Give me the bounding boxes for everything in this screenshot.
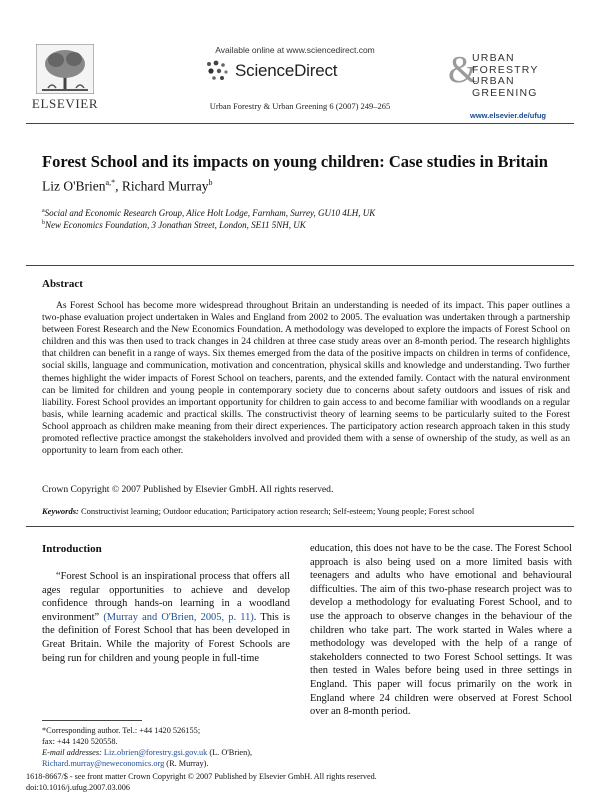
email-owner: (L. O'Brien), [207,748,253,757]
intro-right-column: education, this does not have to be the case. The Forest School approach is also being used on a more limited basis with teenagers and adults who have emotional and behavioural difficulties. The aim of this two-phase research project was to develop a methodology for evaluating Forest School, and to use the approach to observe changes in the behaviour of the children who take part. The work started in Wales where a methodology was developed with the help of a range of stakeholders connected to two Forest School settings. It was then tested in Wales before being used in three settings in England. This paper will focus primarily on the work in England where 24 children were observed at Forest School over an 8-month period. [310,543,572,718]
author-name[interactable]: Liz O'Brien [42,178,106,194]
author-affil-mark[interactable]: b [208,178,213,187]
front-matter-info [26,771,377,793]
footnote-rule [42,720,142,721]
intro-text: “Forest School is an inspirational process that offers all ages regular opportunities to achieve and develop confidence through hands-on learning in a woodland environment” [42,571,290,623]
sciencedirect-dots-icon [205,60,231,82]
author-affil-mark[interactable]: a,* [105,178,116,187]
authors [42,178,212,195]
affiliation-b [42,220,306,230]
abstract-copyright: Crown Copyright © 2007 Published by Elsevier GmbH. All rights reserved. [42,484,334,495]
journal-logo-line: URBAN [472,75,515,87]
affiliation-text: Social and Economic Research Group, Alice Holt Lodge, Farnham, Surrey, GU10 4LH, UK [44,208,376,218]
journal-url-link[interactable]: www.elsevier.de/ufug [470,111,546,120]
author-name[interactable]: Richard Murray [121,178,209,194]
elsevier-tree-icon [36,44,94,94]
introduction-heading: Introduction [42,543,102,555]
article-title: Forest School and its impacts on young children: Case studies in Britain [42,152,548,171]
abstract-heading: Abstract [42,278,83,290]
citation-link[interactable]: (Murray and O'Brien, 2005, p. 11) [103,611,254,623]
email-note [42,758,292,769]
corresponding-author-note: *Corresponding author. Tel.: +44 1420 526155; [42,726,201,735]
affiliation-mark: b [42,220,45,226]
email-label: E-mail addresses: [42,748,102,757]
abstract-bottom-rule [26,526,574,527]
abstract-text: As Forest School has become more widespread throughout Britain an understanding is needed of its impact. This paper outlines a two-phase evaluation project undertaken in Wales and England from 2002 to 2005. The evaluation was undertaken through a partnership between Forest Research and the New Economics Foundation. A methodology was developed to explore the impacts of Forest School on children and this was then used to track changes in 24 children at three case study areas over an 8-month period. The research highlights that children can benefit in a range of ways. Six themes emerged from the data of the positive impacts on children in terms of confidence, social skills, language and communication, motivation and concentration, physical skills and knowledge and understanding. Two further themes highlight the wider impacts of Forest School on teachers, parents, and the extended family. Contact with the natural environment can be limited for children and young people in contemporary society due to concerns about safety outdoors and issues of risk and liability. Forest School provides an important opportunity for children to gain access to and become familiar with woodlands on a regular basis, while learning academic and practical skills. The constructivist theory of learning seems to be particularly suited to the Forest School approach as children make meaning from their direct experiences. The participatory action research approach taken in this study promoted reflective practice amongst the stakeholders involved and provided them with a sense of ownership of the study, as well as an opportunity to learn from each other. [42,300,570,457]
keywords-list: Constructivist learning; Outdoor education; Participatory action research; Self-esteem; Young people; Forest school [78,506,475,516]
journal-logo [448,50,578,98]
email-note [42,747,292,758]
affiliation-mark: a [42,208,45,214]
journal-logo-line: URBAN [472,52,515,64]
doi[interactable]: doi:10.1016/j.ufug.2007.03.006 [26,783,130,792]
keywords [42,506,572,516]
journal-reference: Urban Forestry & Urban Greening 6 (2007) 249–265 [209,101,391,111]
publisher-name: ELSEVIER [31,96,99,111]
affiliation-text: New Economics Foundation, 3 Jonathan Street, London, SE11 5NH, UK [45,220,306,230]
intro-paragraph [42,570,290,665]
email-link[interactable]: Liz.obrien@forestry.gsi.gov.uk [103,748,208,757]
front-matter-line: 1618-8667/$ - see front matter Crown Copyright © 2007 Published by Elsevier GmbH. All rights reserved. [26,772,377,781]
author-separator: , [115,178,122,194]
sciencedirect-logo [205,58,395,84]
sciencedirect-name: ScienceDirect [235,61,338,80]
journal-logo-ampersand: & [448,49,478,91]
footnotes [42,725,292,769]
available-online-text: Available online at www.sciencedirect.com [215,45,375,55]
keywords-label: Keywords: [42,506,79,516]
fax-note: fax: +44 1420 520558. [42,737,118,746]
elsevier-logo [26,44,104,114]
journal-logo-line: FORESTRY [472,63,539,76]
email-link[interactable]: Richard.murray@neweconomics.org [42,759,165,768]
email-owner: (R. Murray). [164,759,209,768]
intro-left-column [42,570,290,665]
journal-logo-line: GREENING [472,86,538,99]
intro-text: . This is the definition of Forest School that has been developed in Great Britain. While the majority of Forest Schools are being run for children and young people in full-time [42,611,290,664]
abstract-top-rule [26,265,574,266]
header-rule [26,123,574,124]
affiliation-a [42,208,375,218]
